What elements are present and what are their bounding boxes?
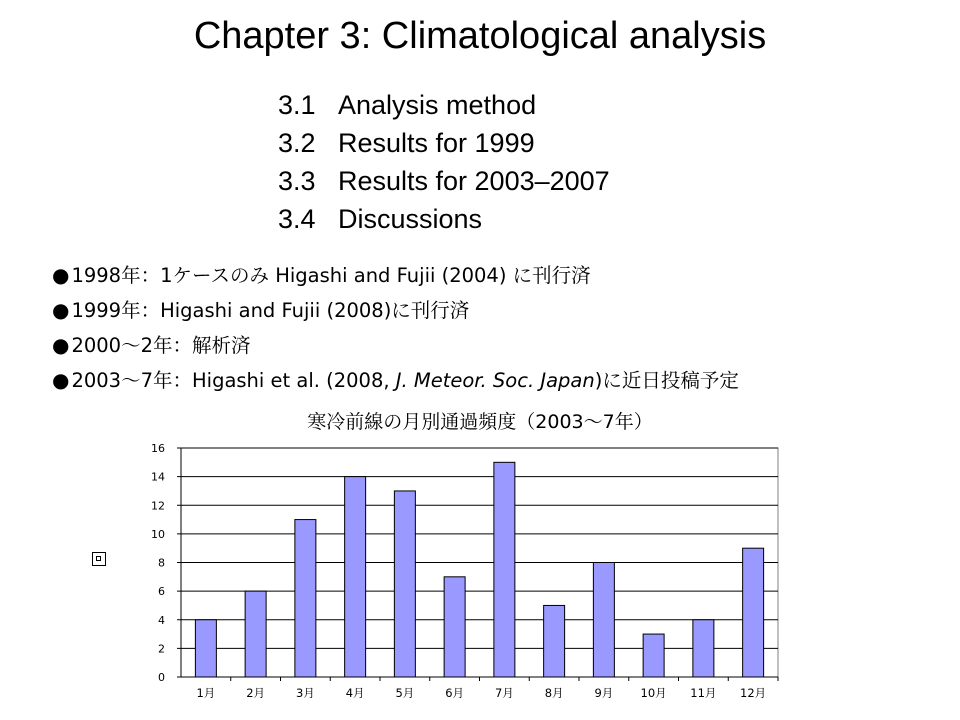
toc-number: 3.1 [278,90,316,120]
toc-number: 3.3 [278,166,316,196]
y-tick-label: 2 [158,642,165,656]
x-tick-label: 2月 [246,686,266,700]
x-tick-label: 5月 [395,686,415,700]
bullet-text: 2000〜2年：解析済 [71,334,251,357]
bar-10 [643,634,664,677]
bar-7 [494,462,515,677]
bar-5 [394,491,415,677]
bullet-dot-icon: ● [52,368,70,392]
x-tick-label: 1月 [196,686,216,700]
x-tick-label: 6月 [445,686,465,700]
y-tick-label: 6 [158,585,165,599]
bar-3 [295,520,316,677]
bar-2 [245,591,266,677]
x-tick-label: 3月 [295,686,315,700]
toc-number: 3.2 [278,128,316,158]
x-tick-label: 7月 [494,686,514,700]
bar-8 [544,605,565,677]
bar-6 [444,577,465,677]
y-tick-label: 8 [158,556,165,570]
bar-9 [593,563,614,678]
y-tick-label: 10 [151,527,165,541]
y-tick-label: 14 [151,470,165,484]
bullet-text: 1998年：1ケースのみ Higashi and Fujii (2004) に刊行済 [71,264,591,287]
y-tick-label: 4 [158,613,165,627]
journal-name: J. Meteor. Soc. Japan [395,369,595,392]
y-tick-label: 12 [151,499,165,513]
bar-1 [195,620,216,677]
slide-title: Chapter 3: Climatological analysis [193,15,767,57]
toc-label: Results for 1999 [338,128,535,158]
bar-12 [743,548,764,677]
x-tick-label: 4月 [345,686,365,700]
x-tick-label: 11月 [690,686,717,700]
x-tick-label: 8月 [544,686,564,700]
bullet-dot-icon: ● [52,263,70,287]
chart-title: 寒冷前線の月別通過頻度（2003〜7年） [307,411,653,433]
bullet-dot-icon: ● [52,333,70,357]
bullet-text: 2003〜7年：Higashi et al. (2008, J. Meteor. Soc. Japan)に近日投稿予定 [71,369,739,392]
y-tick-label: 0 [158,671,165,684]
toc-label: Discussions [338,204,483,234]
bullet-text: 1999年：Higashi and Fujii (2008)に刊行済 [71,299,470,322]
toc-label: Analysis method [338,90,537,120]
x-tick-label: 9月 [594,686,614,700]
x-tick-label: 12月 [740,686,767,700]
x-tick-label: 10月 [640,686,667,700]
bar-4 [345,477,366,677]
bar-11 [693,620,714,677]
bullet-dot-icon: ● [52,298,70,322]
y-tick-label: 16 [151,442,165,455]
toc-number: 3.4 [278,204,316,234]
toc-label: Results for 2003–2007 [338,166,610,196]
